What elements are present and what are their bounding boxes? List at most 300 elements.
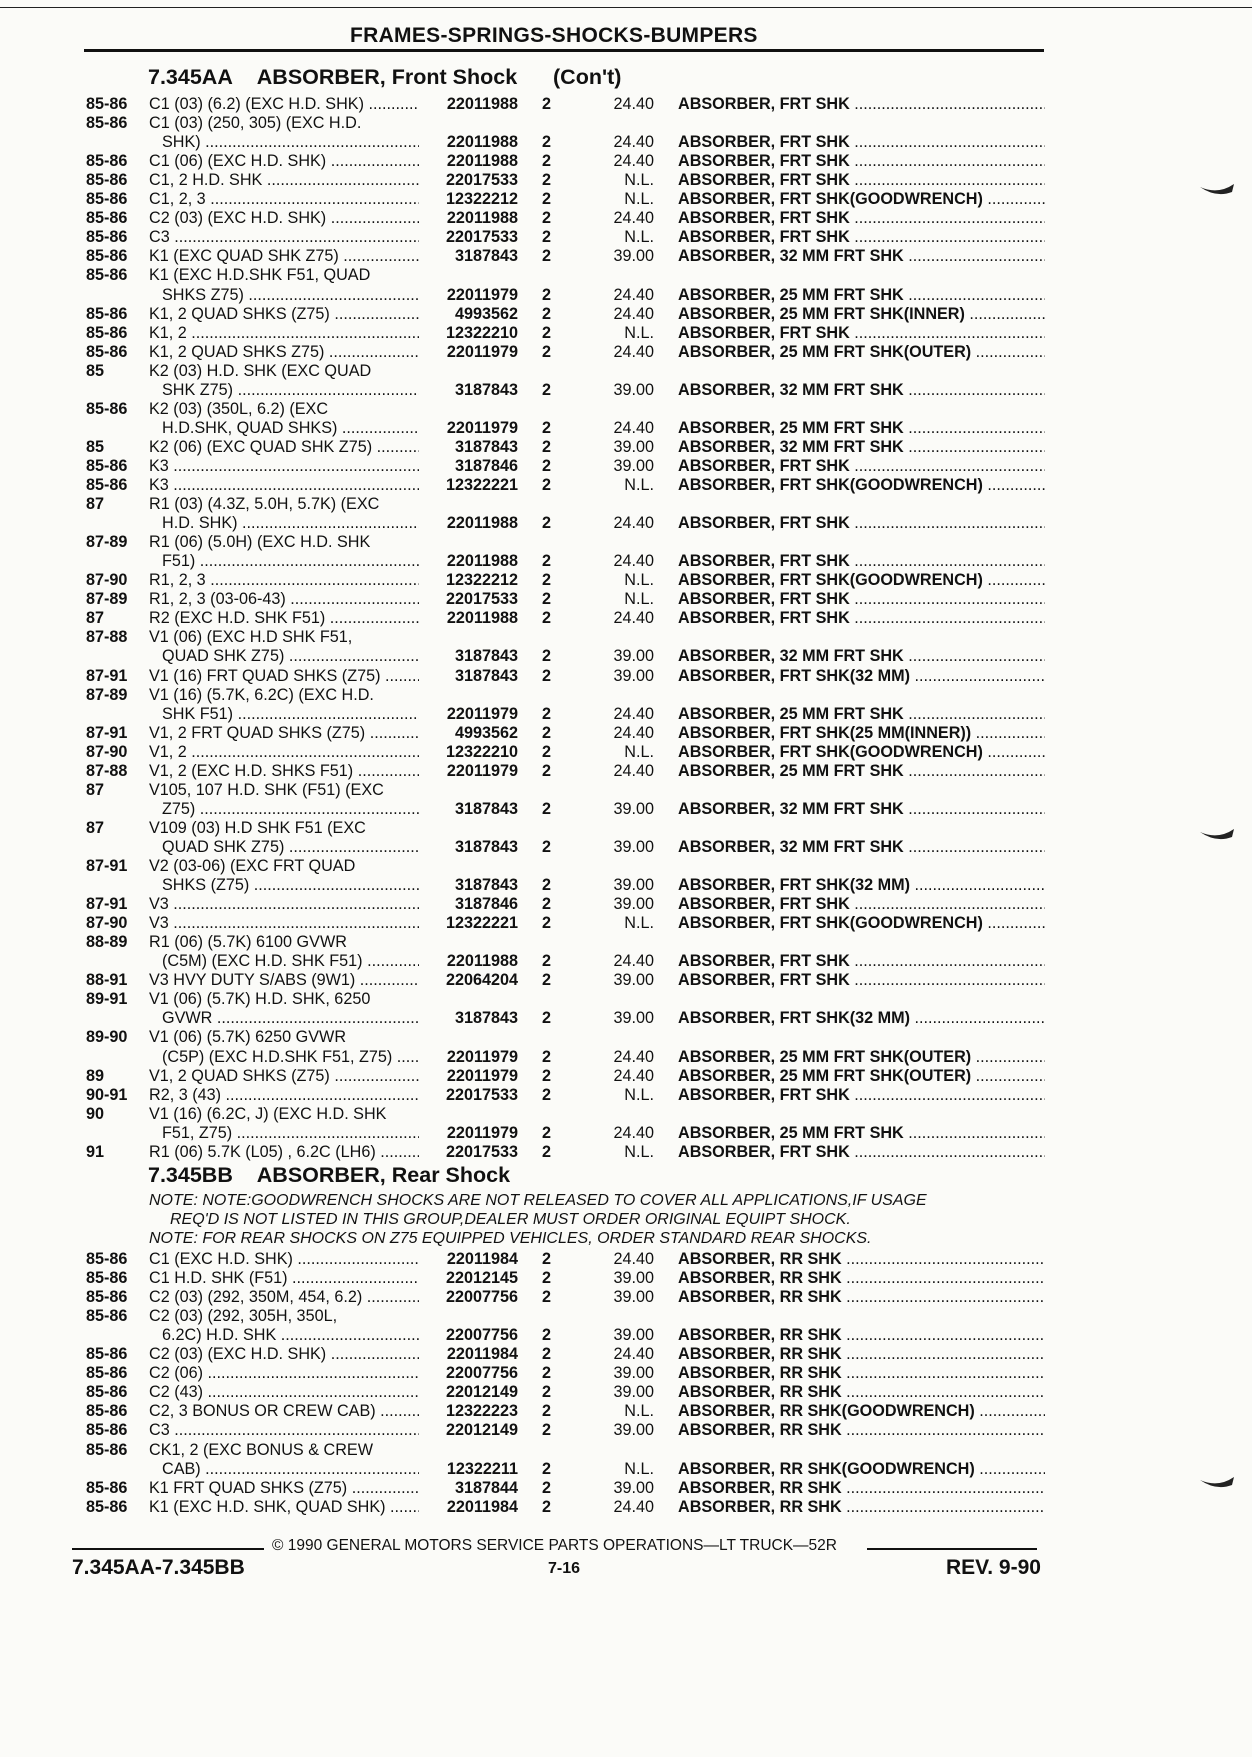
- quantity: 2: [542, 1066, 552, 1085]
- part-name: ABSORBER, FRT SHK(32 MM) .....: [678, 876, 1045, 895]
- model-years: 89-90: [86, 1028, 128, 1047]
- model-years: 89-91: [86, 990, 128, 1009]
- part-number: 4993562: [454, 304, 518, 323]
- quantity: 2: [542, 590, 552, 609]
- quantity: 2: [542, 418, 552, 437]
- part-number: 22007756: [445, 1326, 518, 1345]
- model-years: 88-91: [86, 971, 128, 990]
- part-name: ABSORBER, FRT SHK(GOODWRENCH) .....: [678, 743, 1045, 762]
- application-desc: CK1, 2 (EXC BONUS & CREW: [149, 1440, 373, 1459]
- application-desc: K3 .....: [149, 457, 419, 476]
- application-desc: K1 FRT QUAD SHKS (Z75) .....: [149, 1479, 419, 1498]
- quantity: 2: [542, 209, 552, 228]
- quantity: 2: [542, 1383, 552, 1402]
- model-years: 89: [86, 1066, 105, 1085]
- application-desc: C3 .....: [149, 228, 419, 247]
- part-name: ABSORBER, FRT SHK .....: [678, 152, 1045, 171]
- part-name: ABSORBER, FRT SHK(GOODWRENCH) .....: [678, 571, 1045, 590]
- part-name: ABSORBER, FRT SHK .....: [678, 552, 1045, 571]
- model-years: 85-86: [86, 456, 128, 475]
- model-years: 87-91: [86, 723, 128, 742]
- application-desc: V1, 2 .....: [149, 743, 419, 762]
- price: N.L.: [624, 571, 654, 590]
- part-number: 22011979: [446, 418, 518, 437]
- application-desc-cont: H.D. SHK) .....: [162, 514, 419, 533]
- model-years: 85-86: [86, 1250, 128, 1268]
- application-desc: K1 (EXC H.D. SHK, QUAD SHK) .....: [149, 1498, 419, 1517]
- quantity: 2: [542, 723, 552, 742]
- model-years: 91: [86, 1142, 105, 1161]
- price: 39.00: [613, 971, 654, 990]
- part-number: 3187846: [454, 895, 518, 914]
- header-rule: [84, 49, 1044, 52]
- application-desc: C2 (03) (292, 305H, 350L,: [149, 1307, 338, 1326]
- quantity: 2: [542, 1288, 552, 1307]
- model-years: 88-89: [86, 933, 128, 952]
- quantity: 2: [542, 1364, 552, 1383]
- part-name: ABSORBER, 25 MM FRT SHK .....: [678, 419, 1045, 438]
- model-years: 87: [86, 609, 105, 628]
- part-number: 22011988: [446, 209, 518, 228]
- model-years: 85-86: [86, 476, 128, 494]
- application-desc-cont: QUAD SHK Z75) .....: [162, 838, 419, 857]
- part-number: 12322210: [445, 323, 518, 342]
- quantity: 2: [542, 1402, 552, 1421]
- part-number: 12322223: [445, 1402, 518, 1421]
- quantity: 2: [542, 552, 552, 571]
- quantity: 2: [542, 95, 552, 113]
- application-desc: V3 .....: [149, 895, 419, 914]
- price: N.L.: [624, 228, 654, 247]
- application-desc-cont: F51) .....: [162, 552, 419, 571]
- part-name: ABSORBER, RR SHK .....: [678, 1250, 1045, 1269]
- part-number: 3187843: [454, 799, 518, 818]
- price: 24.40: [613, 152, 654, 171]
- application-desc: K2 (06) (EXC QUAD SHK Z75) .....: [149, 438, 419, 457]
- application-desc: K1, 2 QUAD SHKS (Z75) .....: [149, 305, 419, 324]
- part-name: ABSORBER, 32 MM FRT SHK .....: [678, 381, 1045, 400]
- part-number: 22011988: [446, 514, 518, 533]
- part-number: 3187843: [454, 1009, 518, 1028]
- application-desc: R1, 2, 3 .....: [149, 571, 419, 590]
- part-name: ABSORBER, 25 MM FRT SHK(OUTER) .....: [678, 1048, 1045, 1067]
- part-number: 22011988: [446, 609, 518, 628]
- price: 39.00: [613, 1364, 654, 1383]
- quantity: 2: [542, 304, 552, 323]
- part-number: 22012145: [445, 1269, 518, 1288]
- application-desc: C1, 2 H.D. SHK .....: [149, 171, 419, 190]
- model-years: 85-86: [86, 323, 128, 342]
- section-a-name: ABSORBER, Front Shock: [256, 65, 518, 89]
- part-number: 22011979: [446, 1123, 518, 1142]
- part-name: ABSORBER, 25 MM FRT SHK(OUTER) .....: [678, 1067, 1045, 1086]
- price: N.L.: [624, 1085, 654, 1104]
- application-desc: V1 (06) (EXC H.D SHK F51,: [149, 628, 353, 647]
- quantity: 2: [542, 152, 552, 171]
- model-years: 87: [86, 818, 105, 837]
- part-name: ABSORBER, FRT SHK(GOODWRENCH) .....: [678, 914, 1045, 933]
- model-years: 85-86: [86, 1288, 128, 1307]
- quantity: 2: [542, 609, 552, 628]
- quantity: 2: [542, 799, 552, 818]
- quantity: 2: [542, 647, 552, 666]
- price: 24.40: [613, 95, 654, 113]
- part-name: ABSORBER, RR SHK .....: [678, 1498, 1045, 1517]
- part-number: 22064204: [445, 971, 518, 990]
- application-desc: R2, 3 (43) .....: [149, 1086, 419, 1105]
- quantity: 2: [542, 666, 552, 685]
- quantity: 2: [542, 914, 552, 933]
- quantity: 2: [542, 971, 552, 990]
- model-years: 90: [86, 1104, 105, 1123]
- section-b-name: ABSORBER, Rear Shock: [256, 1163, 511, 1187]
- model-years: 87-88: [86, 628, 128, 647]
- application-desc: V1 (16) (5.7K, 6.2C) (EXC H.D.: [149, 685, 374, 704]
- application-desc: C1, 2, 3 .....: [149, 190, 419, 209]
- model-years: 87-91: [86, 857, 128, 875]
- part-number: 22011979: [446, 342, 518, 361]
- application-desc: K1, 2 .....: [149, 324, 419, 343]
- price: 24.40: [613, 1066, 654, 1085]
- part-number: 3187843: [454, 380, 518, 399]
- quantity: 2: [542, 342, 552, 361]
- model-years: 87-90: [86, 914, 128, 933]
- quantity: 2: [542, 1250, 552, 1268]
- application-desc: V3 .....: [149, 914, 419, 933]
- quantity: 2: [542, 1326, 552, 1345]
- application-desc: C3 .....: [149, 1421, 419, 1440]
- part-name: ABSORBER, FRT SHK .....: [678, 971, 1045, 990]
- part-name: ABSORBER, 32 MM FRT SHK .....: [678, 438, 1045, 457]
- price: 24.40: [613, 285, 654, 304]
- part-number: 22011979: [446, 1066, 518, 1085]
- application-desc: C1 (06) (EXC H.D. SHK) .....: [149, 152, 419, 171]
- part-number: 22012149: [445, 1383, 518, 1402]
- part-number: 3187843: [454, 666, 518, 685]
- part-number: 12322221: [445, 476, 518, 494]
- part-name: ABSORBER, FRT SHK .....: [678, 133, 1045, 152]
- application-desc: V105, 107 H.D. SHK (F51) (EXC: [149, 780, 384, 799]
- price: 39.00: [613, 666, 654, 685]
- model-years: 87-89: [86, 533, 128, 552]
- application-desc: C1 H.D. SHK (F51) .....: [149, 1269, 419, 1288]
- quantity: 2: [542, 761, 552, 780]
- application-desc: R2 (EXC H.D. SHK F51) .....: [149, 609, 419, 628]
- part-number: 22011988: [446, 552, 518, 571]
- price: N.L.: [624, 1142, 654, 1161]
- price: 39.00: [613, 1478, 654, 1497]
- model-years: 85-86: [86, 1269, 128, 1288]
- price: 24.40: [613, 418, 654, 437]
- part-name: ABSORBER, FRT SHK .....: [678, 324, 1045, 343]
- model-years: 85-86: [86, 95, 128, 113]
- model-years: 87-91: [86, 895, 128, 914]
- price: 24.40: [613, 1497, 654, 1516]
- footer-section-range: 7.345AA-7.345BB: [72, 1556, 245, 1579]
- part-name: ABSORBER, RR SHK .....: [678, 1364, 1045, 1383]
- price: 39.00: [613, 799, 654, 818]
- application-desc: C2 (06) .....: [149, 1364, 419, 1383]
- price: 24.40: [613, 133, 654, 152]
- price: 39.00: [613, 247, 654, 266]
- price: 24.40: [613, 514, 654, 533]
- price: 24.40: [613, 952, 654, 971]
- part-number: 12322211: [446, 1459, 518, 1478]
- price: N.L.: [624, 476, 654, 494]
- price: 39.00: [613, 876, 654, 895]
- quantity: 2: [542, 952, 552, 971]
- part-number: 22011979: [446, 285, 518, 304]
- part-number: 3187843: [454, 647, 518, 666]
- part-name: ABSORBER, FRT SHK .....: [678, 590, 1045, 609]
- model-years: 85-86: [86, 1307, 128, 1326]
- application-desc: R1 (03) (4.3Z, 5.0H, 5.7K) (EXC: [149, 495, 380, 514]
- part-name: ABSORBER, 32 MM FRT SHK .....: [678, 800, 1045, 819]
- price: 24.40: [613, 1250, 654, 1268]
- part-number: 22007756: [445, 1288, 518, 1307]
- model-years: 85-86: [86, 209, 128, 228]
- model-years: 85-86: [86, 342, 128, 361]
- footer-rule-right: [867, 1548, 1037, 1550]
- part-name: ABSORBER, FRT SHK .....: [678, 171, 1045, 190]
- part-name: ABSORBER, 25 MM FRT SHK .....: [678, 286, 1045, 305]
- footer-copyright: © 1990 GENERAL MOTORS SERVICE PARTS OPERATIONS—LT TRUCK—52R: [272, 1537, 837, 1554]
- binder-tab-mark: [1198, 1476, 1236, 1490]
- model-years: 87-89: [86, 590, 128, 609]
- price: 39.00: [613, 456, 654, 475]
- part-name: ABSORBER, FRT SHK .....: [678, 1086, 1045, 1105]
- part-name: ABSORBER, RR SHK(GOODWRENCH) .....: [678, 1460, 1045, 1479]
- part-name: ABSORBER, RR SHK(GOODWRENCH) .....: [678, 1402, 1045, 1421]
- part-number: 12322210: [445, 742, 518, 761]
- part-number: 22011988: [446, 952, 518, 971]
- model-years: 85-86: [86, 171, 128, 190]
- part-name: ABSORBER, 25 MM FRT SHK(OUTER) .....: [678, 343, 1045, 362]
- model-years: 87-91: [86, 666, 128, 685]
- model-years: 85-86: [86, 399, 128, 418]
- page-header: FRAMES-SPRINGS-SHOCKS-BUMPERS: [350, 24, 758, 47]
- price: N.L.: [624, 171, 654, 190]
- part-number: 22011984: [446, 1250, 518, 1268]
- part-number: 22011979: [446, 1047, 518, 1066]
- price: 39.00: [613, 380, 654, 399]
- price: 24.40: [613, 609, 654, 628]
- quantity: 2: [542, 1345, 552, 1364]
- binder-tab-mark: [1198, 183, 1236, 197]
- quantity: 2: [542, 228, 552, 247]
- model-years: 85-86: [86, 247, 128, 266]
- model-years: 87: [86, 495, 105, 514]
- price: 39.00: [613, 895, 654, 914]
- part-name: ABSORBER, 25 MM FRT SHK(INNER) .....: [678, 305, 1045, 324]
- note-line: NOTE: NOTE:GOODWRENCH SHOCKS ARE NOT RELEASED TO COVER ALL APPLICATIONS,IF USAGE: [149, 1192, 927, 1209]
- part-name: ABSORBER, FRT SHK .....: [678, 952, 1045, 971]
- price: 24.40: [613, 1047, 654, 1066]
- part-name: ABSORBER, RR SHK .....: [678, 1269, 1045, 1288]
- application-desc-cont: QUAD SHK Z75) .....: [162, 647, 419, 666]
- model-years: 85-86: [86, 1345, 128, 1364]
- part-number: 3187843: [454, 876, 518, 895]
- model-years: 87-89: [86, 685, 128, 704]
- part-number: 3187843: [454, 437, 518, 456]
- section-b-code: 7.345BB: [148, 1163, 233, 1187]
- part-name: ABSORBER, 32 MM FRT SHK .....: [678, 647, 1045, 666]
- application-desc-cont: Z75) .....: [162, 800, 419, 819]
- quantity: 2: [542, 285, 552, 304]
- application-desc: K2 (03) H.D. SHK (EXC QUAD: [149, 361, 372, 380]
- application-desc: V109 (03) H.D SHK F51 (EXC: [149, 818, 366, 837]
- part-number: 3187844: [454, 1478, 518, 1497]
- part-number: 12322212: [445, 190, 518, 209]
- part-name: ABSORBER, 32 MM FRT SHK .....: [678, 838, 1045, 857]
- part-number: 22017533: [445, 590, 518, 609]
- model-years: 85-86: [86, 304, 128, 323]
- application-desc: V1 (16) FRT QUAD SHKS (Z75) .....: [149, 667, 419, 686]
- part-name: ABSORBER, RR SHK .....: [678, 1288, 1045, 1307]
- part-name: ABSORBER, RR SHK .....: [678, 1345, 1045, 1364]
- part-number: 12322212: [445, 571, 518, 590]
- part-number: 22017533: [445, 1142, 518, 1161]
- model-years: 87-88: [86, 761, 128, 780]
- quantity: 2: [542, 1047, 552, 1066]
- price: 24.40: [613, 1345, 654, 1364]
- price: 24.40: [613, 342, 654, 361]
- application-desc: V1, 2 (EXC H.D. SHKS F51) .....: [149, 762, 419, 781]
- part-name: ABSORBER, FRT SHK(GOODWRENCH) .....: [678, 190, 1045, 209]
- application-desc: K2 (03) (350L, 6.2) (EXC: [149, 399, 329, 418]
- price: 39.00: [613, 1009, 654, 1028]
- part-name: ABSORBER, FRT SHK(25 MM(INNER)) .....: [678, 724, 1045, 743]
- part-name: ABSORBER, RR SHK .....: [678, 1383, 1045, 1402]
- application-desc: K1 (EXC QUAD SHK Z75) .....: [149, 247, 419, 266]
- quantity: 2: [542, 514, 552, 533]
- part-number: 22017533: [445, 1085, 518, 1104]
- application-desc: C1 (EXC H.D. SHK) .....: [149, 1250, 419, 1269]
- application-desc: K1, 2 QUAD SHKS Z75) .....: [149, 343, 419, 362]
- part-number: 22011979: [446, 704, 518, 723]
- application-desc: R1, 2, 3 (03-06-43) .....: [149, 590, 419, 609]
- application-desc-cont: (C5M) (EXC H.D. SHK F51) .....: [162, 952, 419, 971]
- model-years: 87: [86, 780, 105, 799]
- quantity: 2: [542, 380, 552, 399]
- part-number: 22017533: [445, 171, 518, 190]
- part-name: ABSORBER, FRT SHK .....: [678, 514, 1045, 533]
- quantity: 2: [542, 171, 552, 190]
- price: 24.40: [613, 704, 654, 723]
- model-years: 85-86: [86, 1402, 128, 1421]
- application-desc: K1 (EXC H.D.SHK F51, QUAD: [149, 266, 371, 285]
- application-desc-cont: (C5P) (EXC H.D.SHK F51, Z75) .....: [162, 1048, 419, 1067]
- application-desc: C2, 3 BONUS OR CREW CAB) .....: [149, 1402, 419, 1421]
- quantity: 2: [542, 1478, 552, 1497]
- application-desc: R1 (06) (5.7K) 6100 GVWR: [149, 933, 347, 952]
- quantity: 2: [542, 1497, 552, 1516]
- application-desc-cont: SHK Z75) .....: [162, 381, 419, 400]
- part-number: 22011984: [446, 1345, 518, 1364]
- price: 39.00: [613, 1326, 654, 1345]
- model-years: 85-86: [86, 1478, 128, 1497]
- quantity: 2: [542, 704, 552, 723]
- part-number: 22011988: [446, 152, 518, 171]
- part-name: ABSORBER, FRT SHK .....: [678, 1143, 1045, 1162]
- part-number: 3187846: [454, 456, 518, 475]
- part-number: 22017533: [445, 228, 518, 247]
- part-name: ABSORBER, FRT SHK .....: [678, 228, 1045, 247]
- quantity: 2: [542, 1142, 552, 1161]
- application-desc: V2 (03-06) (EXC FRT QUAD: [149, 857, 356, 875]
- part-name: ABSORBER, 25 MM FRT SHK .....: [678, 705, 1045, 724]
- footer-rule-left: [72, 1548, 264, 1550]
- quantity: 2: [542, 571, 552, 590]
- price: N.L.: [624, 914, 654, 933]
- binder-tab-mark: [1198, 828, 1236, 842]
- application-desc-cont: CAB) .....: [162, 1460, 419, 1479]
- part-number: 3187843: [454, 837, 518, 856]
- quantity: 2: [542, 1421, 552, 1440]
- part-name: ABSORBER, 32 MM FRT SHK .....: [678, 247, 1045, 266]
- model-years: 87-90: [86, 571, 128, 590]
- part-number: 22011988: [446, 133, 518, 152]
- application-desc-cont: SHK) .....: [162, 133, 419, 152]
- quantity: 2: [542, 476, 552, 494]
- part-number: 22012149: [445, 1421, 518, 1440]
- quantity: 2: [542, 323, 552, 342]
- price: 24.40: [613, 761, 654, 780]
- model-years: 85-86: [86, 1364, 128, 1383]
- application-desc-cont: SHKS Z75) .....: [162, 286, 419, 305]
- application-desc: V1 (16) (6.2C, J) (EXC H.D. SHK: [149, 1104, 387, 1123]
- application-desc-cont: H.D.SHK, QUAD SHKS) .....: [162, 419, 419, 438]
- price: 24.40: [613, 1123, 654, 1142]
- model-years: 85-86: [86, 1421, 128, 1440]
- part-name: ABSORBER, FRT SHK .....: [678, 209, 1045, 228]
- model-years: 85-86: [86, 228, 128, 247]
- application-desc: C2 (03) (EXC H.D. SHK) .....: [149, 1345, 419, 1364]
- part-name: ABSORBER, RR SHK .....: [678, 1326, 1045, 1345]
- section-a-code: 7.345AA: [148, 65, 233, 89]
- price: 39.00: [613, 1288, 654, 1307]
- part-number: 12322221: [445, 914, 518, 933]
- section-a-cont: (Con't): [553, 65, 622, 89]
- part-name: ABSORBER, RR SHK .....: [678, 1479, 1045, 1498]
- part-number: 3187843: [454, 247, 518, 266]
- part-name: ABSORBER, 25 MM FRT SHK .....: [678, 762, 1045, 781]
- application-desc-cont: GVWR .....: [162, 1009, 419, 1028]
- quantity: 2: [542, 1009, 552, 1028]
- application-desc: R1 (06) 5.7K (L05) , 6.2C (LH6) .....: [149, 1143, 419, 1162]
- quantity: 2: [542, 437, 552, 456]
- application-desc: V1, 2 QUAD SHKS (Z75) .....: [149, 1067, 419, 1086]
- quantity: 2: [542, 1459, 552, 1478]
- price: 39.00: [613, 437, 654, 456]
- top-border: [0, 7, 1252, 8]
- part-name: ABSORBER, FRT SHK(32 MM) .....: [678, 1009, 1045, 1028]
- price: 39.00: [613, 837, 654, 856]
- part-name: ABSORBER, FRT SHK .....: [678, 457, 1045, 476]
- quantity: 2: [542, 247, 552, 266]
- application-desc-cont: 6.2C) H.D. SHK .....: [162, 1326, 419, 1345]
- application-desc: V1 (06) (5.7K) 6250 GVWR: [149, 1028, 347, 1047]
- application-desc: C2 (03) (292, 350M, 454, 6.2) .....: [149, 1288, 419, 1307]
- application-desc-cont: SHKS (Z75) .....: [162, 876, 419, 895]
- part-name: ABSORBER, 25 MM FRT SHK .....: [678, 1124, 1045, 1143]
- price: N.L.: [624, 590, 654, 609]
- application-desc-cont: SHK F51) .....: [162, 705, 419, 724]
- part-number: 22011979: [446, 761, 518, 780]
- price: 39.00: [613, 1421, 654, 1440]
- model-years: 85: [86, 361, 105, 380]
- price: 24.40: [613, 209, 654, 228]
